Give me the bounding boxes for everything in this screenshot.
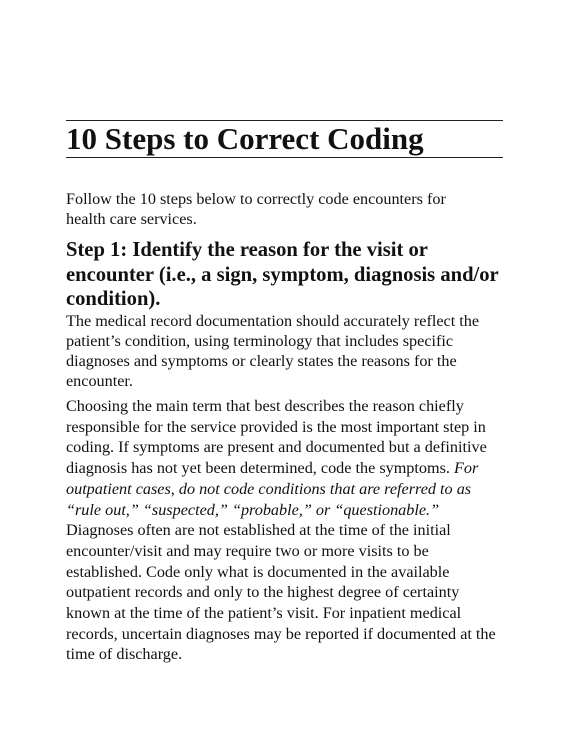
step-1-paragraph-1: The medical record documentation should accurately reflect the patient’s condition, using terminology that includes specific diagnoses and symptoms or clearly states the reasons for the encounter. bbox=[66, 312, 480, 390]
step-1-heading: Step 1: Identify the reason for the visit or encounter (i.e., a sign, symptom, diagnosis and/or condition). bbox=[66, 239, 499, 310]
title-bottom-rule bbox=[66, 157, 503, 158]
page-title: 10 Steps to Correct Coding bbox=[66, 121, 424, 156]
step-1-paragraph-2 bbox=[66, 396, 506, 665]
outpatient-italic-note: For outpatient cases, do not code conditions that are referred to as “rule out,” “suspected,” “probable,” or “questionable.” bbox=[66, 459, 479, 519]
step-1-paragraph-2-start: Choosing the main term that best describes the reason chiefly responsible for the service provided is the most important step in coding. If symptoms are present and documented but a definitive diagnosis has not yet been determined, code the symptoms. bbox=[66, 397, 487, 478]
step-1-paragraph-2-end: Diagnoses often are not established at the time of the initial encounter/visit and may require two or more visits to be established. Code only what is documented in the available outpatient records and only to the highest degree of certainty known at the time of the patient’s visit. For inpatient medical records, uncertain diagnoses may be reported if documented at the time of discharge. bbox=[66, 521, 496, 664]
intro-paragraph: Follow the 10 steps below to correctly code encounters for health care services. bbox=[66, 190, 446, 228]
